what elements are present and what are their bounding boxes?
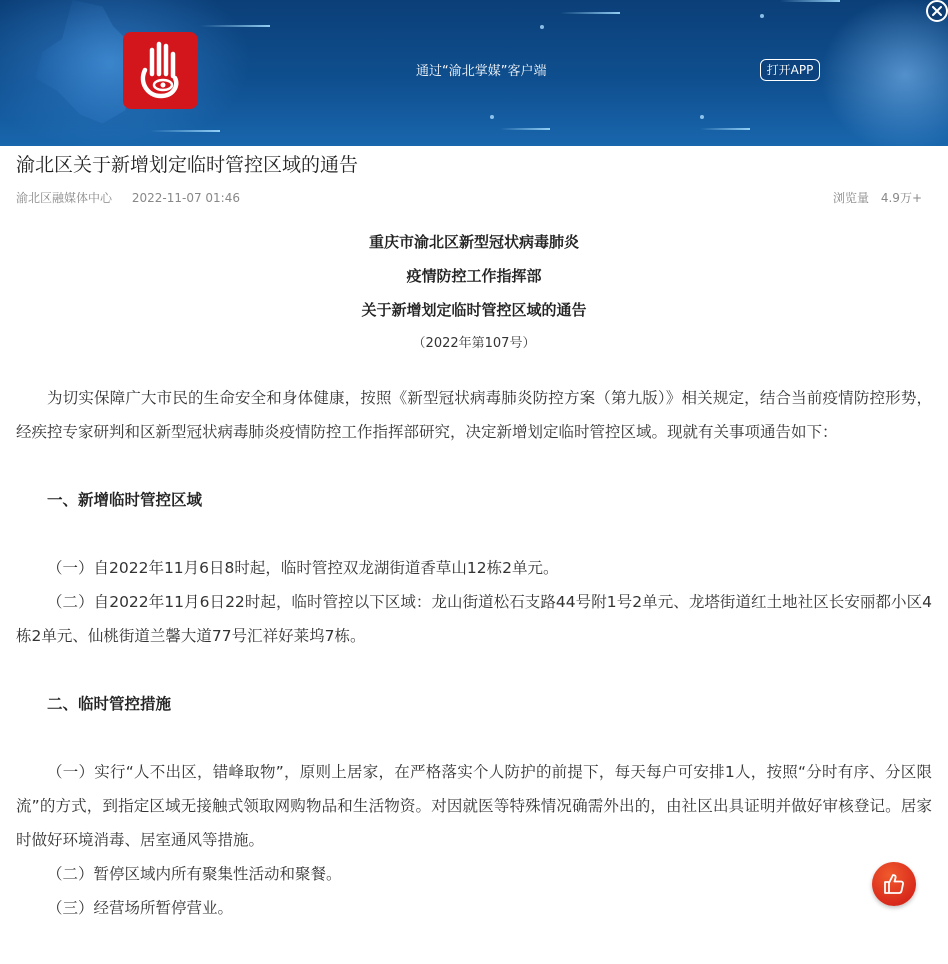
notice-header-line: 重庆市渝北区新型冠状病毒肺炎 [368, 233, 579, 251]
section-item: （三）经营场所暂停营业。 [47, 899, 234, 917]
notice-header-line: 疫情防控工作指挥部 [406, 267, 542, 285]
article-datetime: 2022-11-07 01:46 [131, 191, 240, 205]
decor-dot [490, 115, 494, 119]
notice-header-line: 关于新增划定临时管控区域的通告 [361, 301, 587, 319]
open-app-button[interactable]: 打开APP [760, 59, 820, 81]
views-label: 浏览量 [833, 191, 870, 205]
section-item: （二）自2022年11月6日22时起，临时管控以下区域：龙山街道松石支路44号附1号2单元、龙塔街道红土地社区长安丽都小区4栋2单元、仙桃街道兰馨大道77号汇祥好莱坞7栋。 [16, 593, 932, 645]
intro-paragraph: 为切实保障广大市民的生命安全和身体健康，按照《新型冠状病毒肺炎防控方案（第九版）》相关规定，结合当前疫情防控形势，经疾控专家研判和区新型冠状病毒肺炎疫情防控工作指挥部研究，决定新增划定临时管控区域。现就有关事项通告如下： [16, 389, 932, 441]
decor-dot [540, 25, 544, 29]
banner-promo-text: 通过“渝北掌媒”客户端 [416, 64, 547, 79]
decor-line [560, 12, 620, 14]
decor-dot [760, 14, 764, 18]
notice-header [16, 225, 932, 361]
thumbs-up-icon [882, 872, 906, 896]
document-number: （2022年第107号） [412, 336, 536, 351]
section-item: （二）暂停区域内所有聚集性活动和聚餐。 [47, 865, 342, 883]
article-meta [16, 190, 932, 206]
decor-line [500, 128, 550, 130]
article-source: 渝北区融媒体中心 [16, 191, 113, 205]
article [0, 153, 948, 925]
hand-eye-logo-icon [123, 32, 198, 109]
decor-dot [700, 115, 704, 119]
decor-line [200, 25, 270, 27]
like-button[interactable] [872, 862, 916, 906]
decor-line [150, 130, 220, 132]
decor-line [700, 128, 750, 130]
section-item: （一）实行“人不出区，错峰取物”，原则上居家，在严格落实个人防护的前提下，每天每户可安排1人，按照“分时有序、分区限流”的方式，到指定区域无接触式领取网购物品和生活物资。对因就医等特殊情况确需外出的，由社区出具证明并做好审核登记。居家时做好环境消毒、居室通风等措施。 [16, 763, 932, 849]
app-download-banner [0, 0, 948, 146]
article-title: 渝北区关于新增划定临时管控区域的通告 [16, 154, 359, 176]
views-count: 4.9万+ [880, 191, 922, 205]
section-item: （一）自2022年11月6日8时起，临时管控双龙湖街道香草山12栋2单元。 [47, 559, 559, 577]
section-title: 二、临时管控措施 [47, 695, 172, 713]
close-icon[interactable] [926, 0, 948, 22]
section-title: 一、新增临时管控区域 [47, 491, 203, 509]
decor-line [780, 0, 840, 2]
